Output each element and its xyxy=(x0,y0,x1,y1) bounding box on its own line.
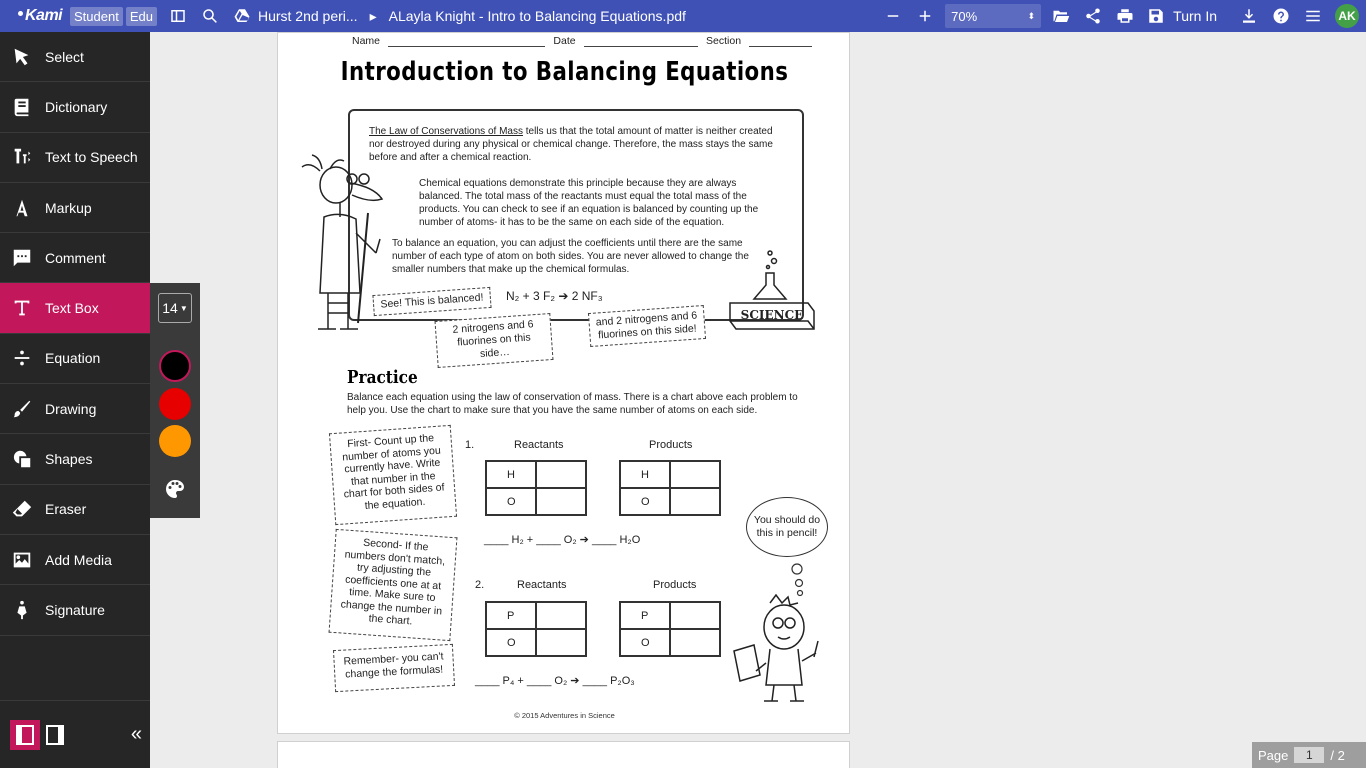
second-step-note: Second- If the numbers don't match, try adjusting the coefficients one at at time. Make sure to change the number in the chart. xyxy=(329,529,458,641)
right-side-callout: and 2 nitrogens and 6 fluorines on this side! xyxy=(588,305,706,347)
tool-signature[interactable] xyxy=(0,585,150,635)
collapse-sidebar-icon[interactable]: « xyxy=(130,723,142,745)
divide-icon xyxy=(11,347,33,369)
tool-select[interactable] xyxy=(0,32,150,82)
chart-count-cell[interactable] xyxy=(670,602,720,629)
chart-atom-cell: H xyxy=(486,461,536,488)
left-side-callout: 2 nitrogens and 6 fluorines on this side… xyxy=(435,313,554,368)
see-balanced-callout: See! This is balanced! xyxy=(372,287,491,316)
image-icon xyxy=(11,549,33,571)
tool-sidebar xyxy=(0,32,150,768)
page-total: / 2 xyxy=(1330,747,1345,763)
problem-1-number: 1. xyxy=(465,439,475,451)
sidebar-toggle-icon[interactable] xyxy=(162,0,194,32)
problem-2-equation: ____ P₄ + ____ O₂ ➔ ____ P₂O₃ xyxy=(475,675,635,687)
tool-label: Dictionary xyxy=(45,98,108,115)
tool-label: Comment xyxy=(45,249,106,266)
color-swatch-orange[interactable] xyxy=(159,425,191,457)
tool-text-box[interactable] xyxy=(0,283,150,333)
problem-1-products-chart xyxy=(619,460,721,516)
breadcrumb-file-title[interactable]: ALayla Knight - Intro to Balancing Equations.pdf xyxy=(388,8,686,24)
page-number-input[interactable]: 1 xyxy=(1294,747,1324,763)
law-paragraph-1 xyxy=(369,125,789,164)
law-paragraph-2: Chemical equations demonstrate this principle because they are always balanced. The total mass of the reactants must equal the total mass of the products. You can check to see if an equation is balanced by counting up the number of atoms- it has to be the same on each side of the equation. xyxy=(419,178,759,228)
share-icon[interactable] xyxy=(1077,0,1109,32)
zoom-in-icon[interactable] xyxy=(909,0,941,32)
page-indicator xyxy=(1252,742,1366,768)
pdf-page-2[interactable] xyxy=(277,741,850,768)
folder-open-icon[interactable] xyxy=(1045,0,1077,32)
tool-label: Drawing xyxy=(45,400,97,417)
student-illustration xyxy=(726,593,830,705)
problem-1-equation: ____ H₂ + ____ O₂ ➔ ____ H₂O xyxy=(484,534,641,546)
thought-bubble-dots xyxy=(786,561,806,597)
date-line xyxy=(584,35,698,47)
tool-shapes[interactable] xyxy=(0,434,150,484)
save-icon xyxy=(1147,7,1165,25)
tool-label: Eraser xyxy=(45,501,87,518)
problem-2-reactants-header: Reactants xyxy=(517,579,567,591)
chart-atom-cell: O xyxy=(486,488,536,515)
section-line xyxy=(749,35,812,47)
law-paragraph-1-text: tells us that the total amount of matter is neither created nor destroyed during any physical or chemical change. Therefore, the mass stays the same before and after a chemical reaction. xyxy=(369,126,773,163)
layout-right-icon xyxy=(46,725,64,745)
text-icon xyxy=(11,297,33,319)
chart-atom-cell: O xyxy=(620,488,670,515)
chart-count-cell[interactable] xyxy=(670,488,720,515)
student-badge: Student xyxy=(70,7,123,26)
chart-count-cell[interactable] xyxy=(536,602,586,629)
menu-icon[interactable] xyxy=(1297,0,1329,32)
chart-count-cell[interactable] xyxy=(536,461,586,488)
problem-1-reactants-chart xyxy=(485,460,587,516)
section-field-label: Section xyxy=(706,35,742,47)
logo-text: Kami xyxy=(25,7,63,24)
comment-icon xyxy=(11,247,33,269)
pencil-thought-bubble: You should do this in pencil! xyxy=(746,497,828,557)
tool-comment[interactable] xyxy=(0,233,150,283)
tool-add-media[interactable] xyxy=(0,535,150,585)
tool-drawing[interactable] xyxy=(0,384,150,434)
worksheet-title: Introduction to Balancing Equations xyxy=(340,57,789,87)
date-field-label: Date xyxy=(553,35,576,47)
science-label: SCIENCE xyxy=(740,308,804,322)
tool-label: Shapes xyxy=(45,451,93,468)
chart-atom-cell: P xyxy=(486,602,536,629)
tool-markup[interactable] xyxy=(0,183,150,233)
breadcrumb-folder[interactable]: Hurst 2nd peri... xyxy=(257,8,358,24)
tool-label: Select xyxy=(45,48,84,65)
tool-dictionary[interactable] xyxy=(0,82,150,132)
select-arrows-icon: ⬍ xyxy=(1027,10,1036,21)
chart-count-cell[interactable] xyxy=(670,461,720,488)
shapes-icon xyxy=(11,448,33,470)
layout-left-icon xyxy=(16,725,34,745)
chart-atom-cell: H xyxy=(620,461,670,488)
name-line xyxy=(388,35,545,47)
tool-label: Markup xyxy=(45,199,92,216)
color-swatch-black[interactable] xyxy=(159,350,191,382)
tool-label: Signature xyxy=(45,601,105,618)
problem-2-number: 2. xyxy=(475,579,485,591)
print-icon[interactable] xyxy=(1109,0,1141,32)
speech-icon xyxy=(11,146,33,168)
tool-eraser[interactable] xyxy=(0,485,150,535)
practice-instructions: Balance each equation using the law of conservation of mass. There is a chart above each problem to help you. Use the chart to make sure that you have the same number of atoms on each side. xyxy=(347,392,798,416)
zoom-out-icon[interactable] xyxy=(877,0,909,32)
worksheet-header-fields xyxy=(352,35,812,47)
search-icon[interactable] xyxy=(194,0,226,32)
font-size-value: 14 xyxy=(162,300,178,316)
kami-logo[interactable] xyxy=(0,7,70,25)
chart-atom-cell: O xyxy=(486,629,536,656)
name-field-label: Name xyxy=(352,35,381,47)
highlighter-icon xyxy=(11,197,33,219)
brush-icon xyxy=(11,398,33,420)
edu-badge: Edu xyxy=(126,7,157,26)
cursor-icon xyxy=(11,46,33,68)
chart-count-cell[interactable] xyxy=(536,488,586,515)
font-size-select[interactable] xyxy=(158,293,192,323)
copyright-text: © 2015 Adventures in Science xyxy=(514,711,615,720)
toolbar-right-group xyxy=(877,0,1366,32)
tool-label: Text Box xyxy=(45,300,99,317)
turn-in-button[interactable] xyxy=(1141,7,1223,25)
download-icon[interactable] xyxy=(1233,0,1265,32)
zoom-select[interactable] xyxy=(945,4,1041,28)
problem-1-reactants-header: Reactants xyxy=(514,439,564,451)
law-paragraph-3: To balance an equation, you can adjust the coefficients until there are the same number of each type of atom on both sides. You are never allowed to change the smaller numbers that make up the chemical formulas. xyxy=(392,238,749,275)
tool-equation[interactable] xyxy=(0,334,150,384)
book-icon xyxy=(11,96,33,118)
breadcrumb-chevron-icon: ▸ xyxy=(369,7,377,24)
chart-atom-cell: O xyxy=(620,629,670,656)
first-step-note: First- Count up the number of atoms you currently have. Write that number in the chart for both sides of the equation. xyxy=(329,425,457,525)
chart-count-cell[interactable] xyxy=(670,629,720,656)
user-avatar[interactable]: AK xyxy=(1335,4,1359,28)
pdf-page-1[interactable] xyxy=(277,32,850,734)
problem-2-products-header: Products xyxy=(653,579,697,591)
problem-1-products-header: Products xyxy=(649,439,693,451)
google-drive-icon xyxy=(226,0,258,32)
zoom-value: 70% xyxy=(951,8,978,24)
single-page-layout-button[interactable] xyxy=(10,720,40,750)
help-icon[interactable] xyxy=(1265,0,1297,32)
tool-label: Add Media xyxy=(45,551,112,568)
remember-note: Remember- you can't change the formulas! xyxy=(333,644,455,692)
double-page-layout-button[interactable] xyxy=(40,720,70,750)
law-name: The Law of Conservations of Mass xyxy=(369,126,523,137)
tool-label: Text to Speech xyxy=(45,149,138,166)
eraser-icon xyxy=(11,498,33,520)
turn-in-label: Turn In xyxy=(1173,8,1217,24)
tool-text-to-speech[interactable] xyxy=(0,133,150,183)
problem-2-reactants-chart xyxy=(485,601,587,657)
color-swatch-red[interactable] xyxy=(159,388,191,420)
sidebar-footer xyxy=(0,700,150,768)
logo-dot xyxy=(18,11,23,16)
palette-icon[interactable] xyxy=(163,477,187,501)
tool-label: Equation xyxy=(45,350,101,367)
example-equation: N₂ + 3 F₂ ➔ 2 NF₃ xyxy=(506,289,603,303)
science-books-illustration xyxy=(724,245,816,331)
caret-down-icon: ▼ xyxy=(179,303,188,313)
practice-heading: Practice xyxy=(347,367,418,388)
text-box-options-panel xyxy=(150,283,200,518)
top-toolbar xyxy=(0,0,1366,32)
chart-count-cell[interactable] xyxy=(536,629,586,656)
pen-nib-icon xyxy=(11,599,33,621)
problem-2-products-chart xyxy=(619,601,721,657)
page-label: Page xyxy=(1258,747,1289,763)
chart-atom-cell: P xyxy=(620,602,670,629)
